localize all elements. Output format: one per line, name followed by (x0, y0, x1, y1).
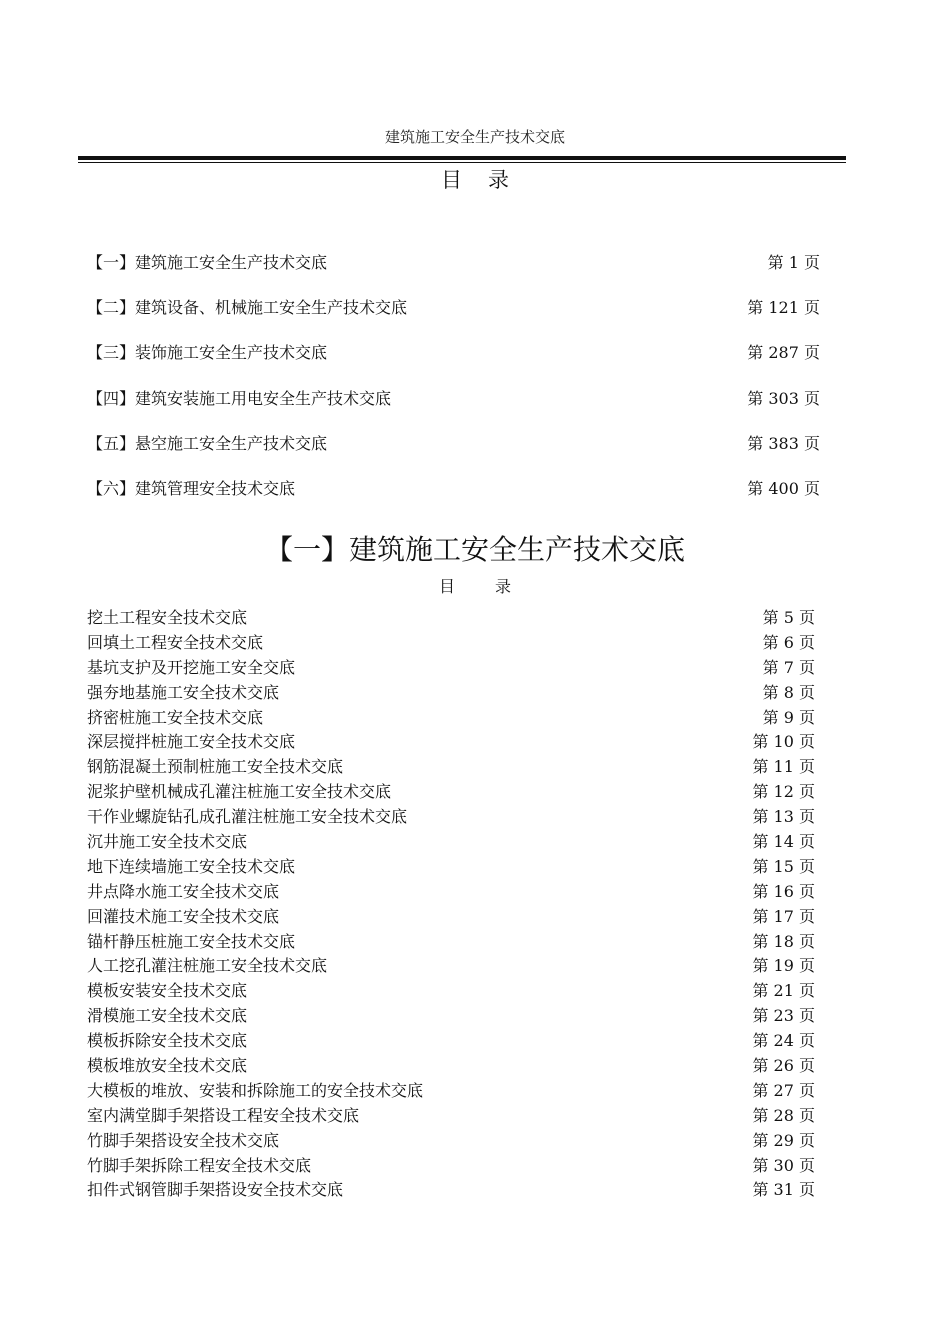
toc-entry[interactable] (87, 631, 815, 656)
toc-entry-title: 锚杆静压桩施工安全技术交底 (87, 931, 296, 951)
toc-entry-page: 第 287 页 (747, 343, 820, 363)
toc-entry-title: 人工挖孔灌注桩施工安全技术交底 (87, 956, 328, 976)
header-rule-thin (78, 162, 846, 163)
toc-entry[interactable] (87, 387, 820, 432)
toc-entry[interactable] (87, 780, 815, 805)
toc-entry-title: 模板拆除安全技术交底 (87, 1031, 248, 1051)
toc-entry-title: 地下连续墙施工安全技术交底 (87, 856, 296, 876)
toc-entry-page: 第 21 页 (752, 981, 815, 1001)
toc-entry-page: 第 8 页 (762, 682, 815, 702)
toc-entry-page: 第 121 页 (747, 298, 820, 318)
toc-entry-page: 第 18 页 (752, 931, 815, 951)
toc-entry-page: 第 383 页 (747, 433, 820, 453)
toc-entry[interactable] (87, 880, 815, 905)
toc-entry-title: 竹脚手架搭设安全技术交底 (87, 1130, 280, 1150)
toc-entry-page: 第 17 页 (752, 906, 815, 926)
toc-entry-page: 第 28 页 (752, 1105, 815, 1125)
toc-entry-title: 【二】建筑设备、机械施工安全生产技术交底 (87, 298, 408, 318)
toc-entry[interactable] (87, 432, 820, 477)
toc-entry-page: 第 400 页 (747, 478, 820, 498)
toc-entry-page: 第 31 页 (752, 1180, 815, 1200)
running-header-title: 建筑施工安全生产技术交底 (384, 128, 565, 146)
toc-entry[interactable] (87, 905, 815, 930)
toc-entry-title: 基坑支护及开挖施工安全交底 (87, 657, 296, 677)
section-toc-list (87, 606, 815, 1203)
toc-entry[interactable] (87, 1054, 815, 1079)
toc-entry-title: 回填土工程安全技术交底 (87, 632, 264, 652)
toc-entry-page: 第 14 页 (752, 832, 815, 852)
toc-entry-title: 【一】建筑施工安全生产技术交底 (87, 253, 328, 272)
toc-entry-page: 第 15 页 (752, 856, 815, 876)
toc-entry[interactable] (87, 1004, 815, 1029)
toc-entry-title: 室内满堂脚手架搭设工程安全技术交底 (87, 1105, 360, 1125)
toc-entry[interactable] (87, 930, 815, 955)
toc-entry[interactable] (87, 1079, 815, 1104)
toc-entry[interactable] (87, 706, 815, 731)
toc-entry[interactable] (87, 1129, 815, 1154)
toc-entry-title: 竹脚手架拆除工程安全技术交底 (87, 1155, 312, 1175)
toc-entry[interactable] (87, 477, 820, 522)
toc-entry[interactable] (87, 341, 820, 386)
header-rule-thick (78, 156, 846, 160)
section-title: 【一】建筑施工安全生产技术交底 (264, 533, 685, 566)
toc-entry[interactable] (87, 1178, 815, 1203)
toc-entry[interactable] (87, 1104, 815, 1129)
toc-entry[interactable] (87, 805, 815, 830)
toc-entry[interactable] (87, 755, 815, 780)
toc-entry[interactable] (87, 656, 815, 681)
toc-entry[interactable] (87, 1154, 815, 1179)
toc-entry-title: 钢筋混凝土预制桩施工安全技术交底 (87, 757, 344, 777)
toc-entry-title: 大模板的堆放、安装和拆除施工的安全技术交底 (87, 1080, 424, 1100)
toc-entry-page: 第 303 页 (747, 388, 820, 408)
toc-entry-title: 模板安装安全技术交底 (87, 981, 248, 1001)
toc-entry-title: 回灌技术施工安全技术交底 (87, 906, 280, 926)
toc-entry-title: 挤密桩施工安全技术交底 (87, 707, 264, 727)
toc-entry-title: 挖土工程安全技术交底 (87, 608, 248, 627)
toc-entry-page: 第 24 页 (752, 1031, 815, 1051)
toc-entry-page: 第 13 页 (752, 807, 815, 827)
toc-entry[interactable] (87, 681, 815, 706)
toc-heading: 目录 (441, 168, 535, 192)
toc-entry[interactable] (87, 954, 815, 979)
toc-entry-page: 第 19 页 (752, 956, 815, 976)
toc-entry-page: 第 10 页 (752, 732, 815, 752)
toc-entry-page: 第 6 页 (762, 632, 815, 652)
toc-entry-page: 第 7 页 (762, 657, 815, 677)
toc-entry-title: 模板堆放安全技术交底 (87, 1056, 248, 1076)
toc-entry-title: 【五】悬空施工安全生产技术交底 (87, 433, 328, 453)
toc-entry-page: 第 30 页 (752, 1155, 815, 1175)
toc-entry-title: 强夯地基施工安全技术交底 (87, 682, 280, 702)
toc-entry-page: 第 5 页 (762, 608, 815, 627)
toc-entry-title: 【六】建筑管理安全技术交底 (87, 478, 296, 498)
toc-entry[interactable] (87, 979, 815, 1004)
toc-entry[interactable] (87, 830, 815, 855)
toc-entry-title: 扣件式钢管脚手架搭设安全技术交底 (87, 1180, 344, 1200)
toc-entry[interactable] (87, 251, 820, 296)
main-toc-list (87, 251, 820, 522)
toc-entry-title: 滑模施工安全技术交底 (87, 1006, 248, 1026)
toc-entry[interactable] (87, 296, 820, 341)
toc-entry-page: 第 26 页 (752, 1056, 815, 1076)
toc-entry-page: 第 11 页 (752, 757, 815, 777)
toc-entry-page: 第 29 页 (752, 1130, 815, 1150)
section-toc-heading: 目录 (438, 577, 551, 596)
toc-entry-title: 井点降水施工安全技术交底 (87, 881, 280, 901)
toc-entry-page: 第 9 页 (762, 707, 815, 727)
toc-entry[interactable] (87, 855, 815, 880)
toc-entry[interactable] (87, 606, 815, 631)
toc-entry-title: 干作业螺旋钻孔成孔灌注桩施工安全技术交底 (87, 807, 408, 827)
toc-entry-title: 深层搅拌桩施工安全技术交底 (87, 732, 296, 752)
toc-entry[interactable] (87, 730, 815, 755)
toc-entry-title: 泥浆护壁机械成孔灌注桩施工安全技术交底 (87, 782, 392, 802)
toc-entry[interactable] (87, 1029, 815, 1054)
toc-entry-page: 第 1 页 (767, 253, 820, 272)
toc-entry-title: 【四】建筑安装施工用电安全生产技术交底 (87, 388, 392, 408)
toc-entry-title: 【三】装饰施工安全生产技术交底 (87, 343, 328, 363)
toc-entry-page: 第 12 页 (752, 782, 815, 802)
toc-entry-page: 第 27 页 (752, 1080, 815, 1100)
toc-entry-page: 第 23 页 (752, 1006, 815, 1026)
toc-entry-title: 沉井施工安全技术交底 (87, 832, 248, 852)
toc-entry-page: 第 16 页 (752, 881, 815, 901)
